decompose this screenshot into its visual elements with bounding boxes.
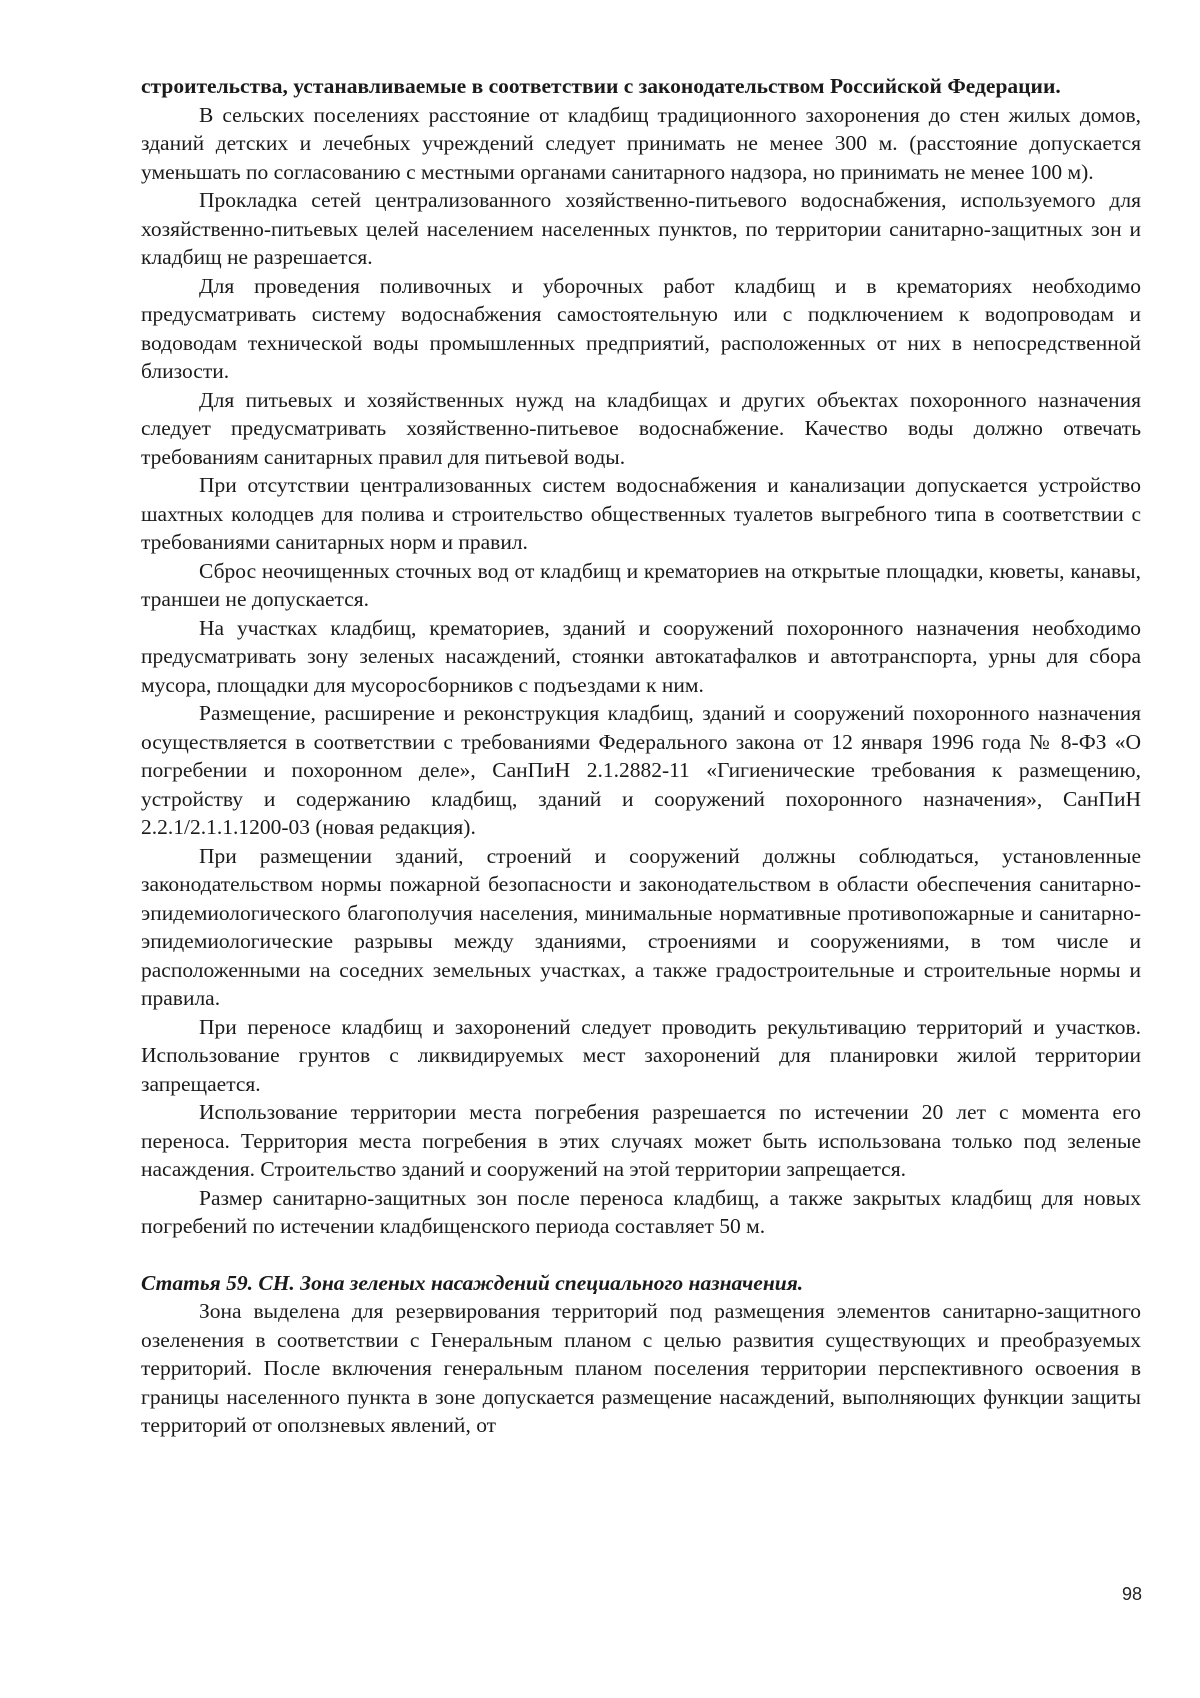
paragraph-fire-safety: При размещении зданий, строений и сооружений должны соблюдаться, установленные законодательством нормы пожарной безопасности и законодательством в области обеспечения санитарно-эпидемиологического благополучия населения, минимальные нормативные противопожарные и санитарно-эпидемиологические разрывы между зданиями, строениями и сооружениями, в том числе и расположенными на соседних земельных участках, а также градостроительные и строительные нормы и правила. xyxy=(141,843,1141,1010)
paragraph-zone-description: Зона выделена для резервирования территорий под размещения элементов санитарно-защитного озеленения в соответствии с Генеральным планом с целью развития существующих и преобразуемых территорий. После включения генеральным планом поселения территории перспективного освоения в границы населенного пункта в зоне допускается размещение насаждений, выполняющих функции защиты территорий от оползневых явлений, от xyxy=(141,1299,1141,1437)
paragraph-rural-distance: В сельских поселениях расстояние от кладбищ традиционного захоронения до стен жилых домов, зданий детских и лечебных учреждений следует принимать не менее 300 м. (расстояние допускается уменьшать по согласованию с местными органами санитарного надзора, но принимать не менее 100 м). xyxy=(141,102,1141,184)
paragraph-federal-law: Размещение, расширение и реконструкция кладбищ, зданий и сооружений похоронного назначения осуществляется в соответствии с требованиями Федерального закона от 12 января 1996 года № 8-ФЗ «О погребении и похоронном деле», СанПиН 2.1.2882-11 «Гигиенические требования к размещению, устройству и содержанию кладбищ, зданий и сооружений похоронного назначения», СанПиН 2.2.1/2.1.1.1200-03 (новая редакция). xyxy=(141,701,1141,839)
paragraph-drinking-water: Для питьевых и хозяйственных нужд на кладбищах и других объектах похоронного назначения следует предусматривать хозяйственно-питьевое водоснабжение. Качество воды должно отвечать требованиям санитарных правил для питьевой воды. xyxy=(141,387,1141,469)
intro-bold-text: строительства, устанавливаемые в соответствии с законодательством Российской Федерации. xyxy=(141,74,1061,98)
paragraph-irrigation-water: Для проведения поливочных и уборочных работ кладбищ и в крематориях необходимо предусматривать систему водоснабжения самостоятельную или с подключением к водопроводам и водоводам технической воды промышленных предприятий, расположенных от них в непосредственной близости. xyxy=(141,273,1141,383)
page-number: 98 xyxy=(1121,1584,1142,1604)
section-heading-article-59: Статья 59. СН. Зона зеленых насаждений специального назначения. xyxy=(141,1270,804,1295)
paragraph-wastewater: Сброс неочищенных сточных вод от кладбищ и крематориев на открытые площадки, кюветы, канавы, траншеи не допускается. xyxy=(141,558,1141,611)
paragraph-wells-toilets: При отсутствии централизованных систем водоснабжения и канализации допускается устройство шахтных колодцев для полива и строительство общественных туалетов выгребного типа в соответствии с требованиями санитарных норм и правил. xyxy=(141,473,1141,554)
paragraph-water-network: Прокладка сетей централизованного хозяйственно-питьевого водоснабжения, используемого для хозяйственно-питьевых целей населением населенных пунктов, по территории санитарно-защитных зон и кладбищ не разрешается. xyxy=(141,188,1141,269)
paragraph-green-zone: На участках кладбищ, крематориев, зданий и сооружений похоронного назначения необходимо предусматривать зону зеленых насаждений, стоянки автокатафалков и автотранспорта, урны для сбора мусора, площадки для мусоросборников с подъездами к ним. xyxy=(141,615,1141,697)
paragraph-land-use: Использование территории места погребения разрешается по истечении 20 лет с момента его переноса. Территория места погребения в этих случаях может быть использована только под зеленые насаждения. Строительство зданий и сооружений на этой территории запрещается. xyxy=(141,1100,1141,1181)
paragraph-recultivation: При переносе кладбищ и захоронений следует проводить рекультивацию территорий и участков. Использование грунтов с ликвидируемых мест захоронений для планировки жилой территории запрещается. xyxy=(141,1014,1141,1096)
paragraph-sanitary-zones: Размер санитарно-защитных зон после переноса кладбищ, а также закрытых кладбищ для новых погребений по истечении кладбищенского периода составляет 50 м. xyxy=(141,1185,1141,1238)
document-page xyxy=(141,72,1141,1440)
